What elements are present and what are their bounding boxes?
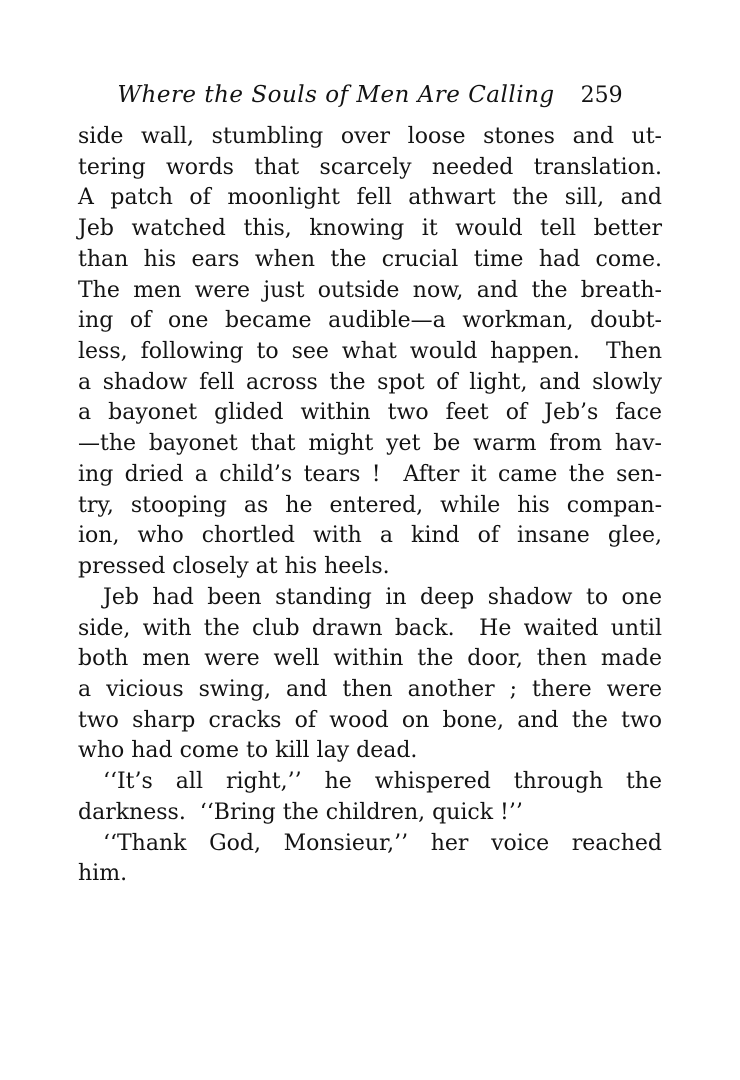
text-line: ‘‘Thank God, Monsieur,’’ her voice reached bbox=[103, 830, 662, 856]
paragraph bbox=[78, 829, 662, 890]
text-line: less, following to see what would happen. Then bbox=[78, 339, 662, 365]
text-line: side wall, stumbling over loose stones and ut- bbox=[78, 124, 662, 149]
paragraph bbox=[78, 122, 662, 583]
text-line: —the bayonet that might yet be warm from hav- bbox=[78, 431, 662, 457]
text-line: two sharp cracks of wood on bone, and the two bbox=[78, 707, 662, 733]
page-text bbox=[78, 122, 662, 890]
text-line: ing dried a child’s tears ! After it came the sen- bbox=[78, 461, 662, 487]
text-line: Jeb watched this, knowing it would tell better bbox=[78, 216, 662, 242]
text-line: a shadow fell across the spot of light, and slowly bbox=[78, 369, 662, 395]
text-line: him. bbox=[78, 861, 128, 887]
text-line: a bayonet glided within two feet of Jeb’s face bbox=[78, 400, 662, 426]
page-number: 259 bbox=[580, 83, 623, 108]
running-head-title: Where the Souls of Men Are Calling bbox=[117, 82, 555, 108]
text-line: The men were just outside now, and the breath- bbox=[78, 277, 662, 303]
text-line: ion, who chortled with a kind of insane glee, bbox=[78, 523, 662, 549]
text-line: side, with the club drawn back. He waited until bbox=[78, 615, 662, 641]
paragraph bbox=[78, 767, 662, 828]
text-line: who had come to kill lay dead. bbox=[78, 738, 418, 764]
running-head bbox=[78, 83, 662, 108]
text-line: darkness. ‘‘Bring the children, quick !’’ bbox=[78, 799, 523, 825]
text-line: tering words that scarcely needed translation. bbox=[78, 154, 662, 180]
text-line: both men were well within the door, then made bbox=[78, 646, 662, 672]
text-line: a vicious swing, and then another ; there were bbox=[78, 676, 662, 702]
text-line: A patch of moonlight fell athwart the sill, and bbox=[78, 185, 662, 211]
paragraph bbox=[78, 583, 662, 767]
text-line: try, stooping as he entered, while his compan- bbox=[78, 492, 662, 518]
text-line: Jeb had been standing in deep shadow to one bbox=[103, 584, 662, 610]
text-line: pressed closely at his heels. bbox=[78, 554, 390, 580]
text-line: than his ears when the crucial time had come. bbox=[78, 246, 662, 272]
text-line: ‘‘It’s all right,’’ he whispered through the bbox=[103, 769, 662, 795]
text-line: ing of one became audible—a workman, doubt- bbox=[78, 308, 662, 334]
